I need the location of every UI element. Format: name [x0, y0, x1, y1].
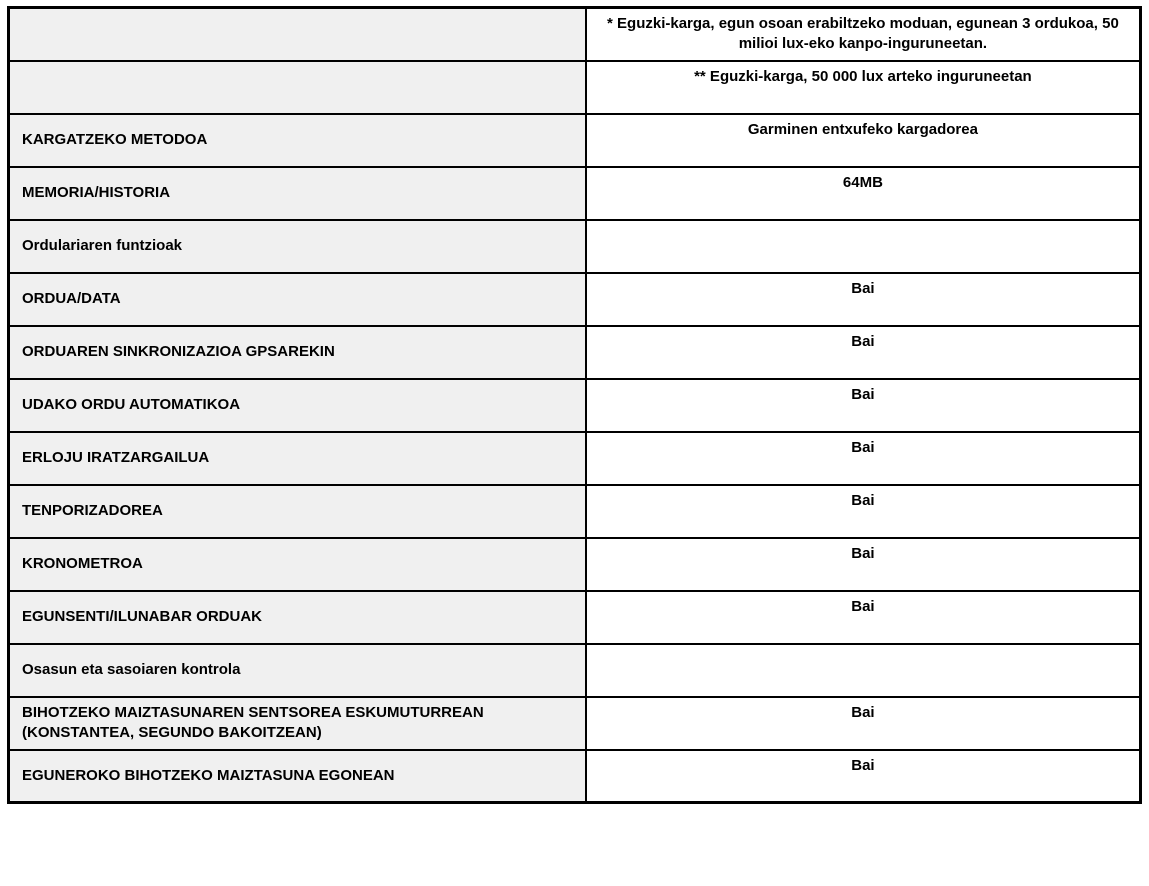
spec-label-cell: EGUNSENTI/ILUNABAR ORDUAK — [9, 591, 586, 644]
spec-label-cell: Ordulariaren funtzioak — [9, 220, 586, 273]
spec-table-body — [9, 8, 1141, 803]
table-row — [9, 326, 1141, 379]
table-row — [9, 220, 1141, 273]
spec-label-cell: ORDUA/DATA — [9, 273, 586, 326]
spec-value-cell — [586, 220, 1141, 273]
spec-label-cell: ERLOJU IRATZARGAILUA — [9, 432, 586, 485]
table-row — [9, 591, 1141, 644]
spec-value-cell: ** Eguzki-karga, 50 000 lux arteko inguruneetan — [586, 61, 1141, 114]
spec-value-cell: Bai — [586, 432, 1141, 485]
spec-label-cell: MEMORIA/HISTORIA — [9, 167, 586, 220]
table-row — [9, 697, 1141, 750]
spec-label-cell: Osasun eta sasoiaren kontrola — [9, 644, 586, 697]
table-row — [9, 750, 1141, 803]
spec-label-cell: KRONOMETROA — [9, 538, 586, 591]
table-row — [9, 8, 1141, 61]
spec-label-cell: KARGATZEKO METODOA — [9, 114, 586, 167]
spec-value-cell: Bai — [586, 485, 1141, 538]
spec-label-cell — [9, 8, 586, 61]
table-row — [9, 114, 1141, 167]
spec-value-cell: * Eguzki-karga, egun osoan erabiltzeko moduan, egunean 3 ordukoa, 50 milioi lux-eko kanpo-inguruneetan. — [586, 8, 1141, 61]
table-row — [9, 538, 1141, 591]
table-row — [9, 379, 1141, 432]
table-row — [9, 485, 1141, 538]
spec-label-cell: BIHOTZEKO MAIZTASUNAREN SENTSOREA ESKUMUTURREAN (KONSTANTEA, SEGUNDO BAKOITZEAN) — [9, 697, 586, 750]
spec-label-cell: TENPORIZADOREA — [9, 485, 586, 538]
spec-value-cell: Bai — [586, 697, 1141, 750]
spec-value-cell: Bai — [586, 591, 1141, 644]
table-row — [9, 273, 1141, 326]
spec-value-cell: Garminen entxufeko kargadorea — [586, 114, 1141, 167]
spec-value-cell: Bai — [586, 326, 1141, 379]
spec-value-cell: Bai — [586, 750, 1141, 803]
spec-value-cell: Bai — [586, 379, 1141, 432]
table-row — [9, 432, 1141, 485]
spec-value-cell: Bai — [586, 538, 1141, 591]
spec-label-cell: EGUNEROKO BIHOTZEKO MAIZTASUNA EGONEAN — [9, 750, 586, 803]
spec-label-cell — [9, 61, 586, 114]
spec-value-cell — [586, 644, 1141, 697]
table-row — [9, 644, 1141, 697]
spec-value-cell: 64MB — [586, 167, 1141, 220]
table-row — [9, 167, 1141, 220]
spec-label-cell: UDAKO ORDU AUTOMATIKOA — [9, 379, 586, 432]
spec-label-cell: ORDUAREN SINKRONIZAZIOA GPSAREKIN — [9, 326, 586, 379]
product-spec-table — [7, 6, 1142, 804]
table-row — [9, 61, 1141, 114]
spec-value-cell: Bai — [586, 273, 1141, 326]
